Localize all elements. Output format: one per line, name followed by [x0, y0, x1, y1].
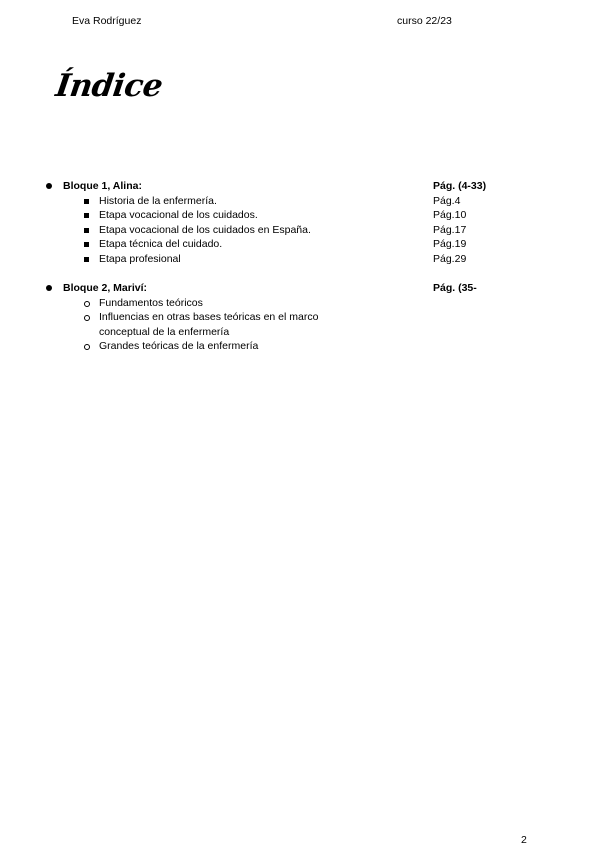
toc-item-label: conceptual de la enfermería: [99, 326, 230, 338]
square-bullet-icon: [84, 199, 89, 204]
circle-bullet-icon: [84, 301, 90, 307]
toc-block-2: [0, 281, 600, 295]
toc-item: [0, 194, 600, 208]
toc-item-label: Etapa vocacional de los cuidados en España.: [99, 224, 311, 236]
circle-bullet-icon: [84, 315, 90, 321]
toc-item: [0, 339, 600, 353]
toc-item-page: Pág.10: [433, 209, 467, 221]
toc-block-1: [0, 179, 600, 193]
toc-item: [0, 237, 600, 251]
square-bullet-icon: [84, 228, 89, 233]
toc-block-1-label: Bloque 1, Alina:: [63, 180, 142, 192]
toc-item-label: Etapa técnica del cuidado.: [99, 238, 223, 250]
header-author: Eva Rodríguez: [72, 15, 142, 27]
toc-block-1-pages: Pág. (4-33): [433, 180, 487, 192]
circle-bullet-icon: [84, 344, 90, 350]
toc-block-2-pages: Pág. (35-: [433, 282, 477, 294]
toc-item-page: Pág.17: [433, 224, 467, 236]
toc-item: [0, 208, 600, 222]
square-bullet-icon: [84, 242, 89, 247]
toc-item-label: Influencias en otras bases teóricas en el marco: [99, 311, 319, 323]
square-bullet-icon: [84, 257, 89, 262]
toc-block-2-label: Bloque 2, Mariví:: [63, 282, 148, 294]
toc-item: [0, 252, 600, 266]
page-number: 2: [521, 834, 527, 846]
square-bullet-icon: [84, 213, 89, 218]
toc-item-label: Etapa profesional: [99, 253, 181, 265]
toc-item-page: Pág.4: [433, 195, 461, 207]
toc-item: [0, 296, 600, 310]
header-course: curso 22/23: [397, 15, 452, 27]
toc-item-continuation: [0, 325, 600, 339]
toc-item-label: Fundamentos teóricos: [99, 297, 203, 309]
disc-bullet-icon: [46, 183, 52, 189]
toc-item-label: Grandes teóricas de la enfermería: [99, 340, 259, 352]
toc-item: [0, 223, 600, 237]
toc-item: [0, 310, 600, 324]
toc-item-page: Pág.19: [433, 238, 467, 250]
toc-item-label: Historia de la enfermería.: [99, 195, 217, 207]
disc-bullet-icon: [46, 285, 52, 291]
toc-item-label: Etapa vocacional de los cuidados.: [99, 209, 258, 221]
page-title: Índice: [53, 68, 165, 104]
toc-item-page: Pág.29: [433, 253, 467, 265]
